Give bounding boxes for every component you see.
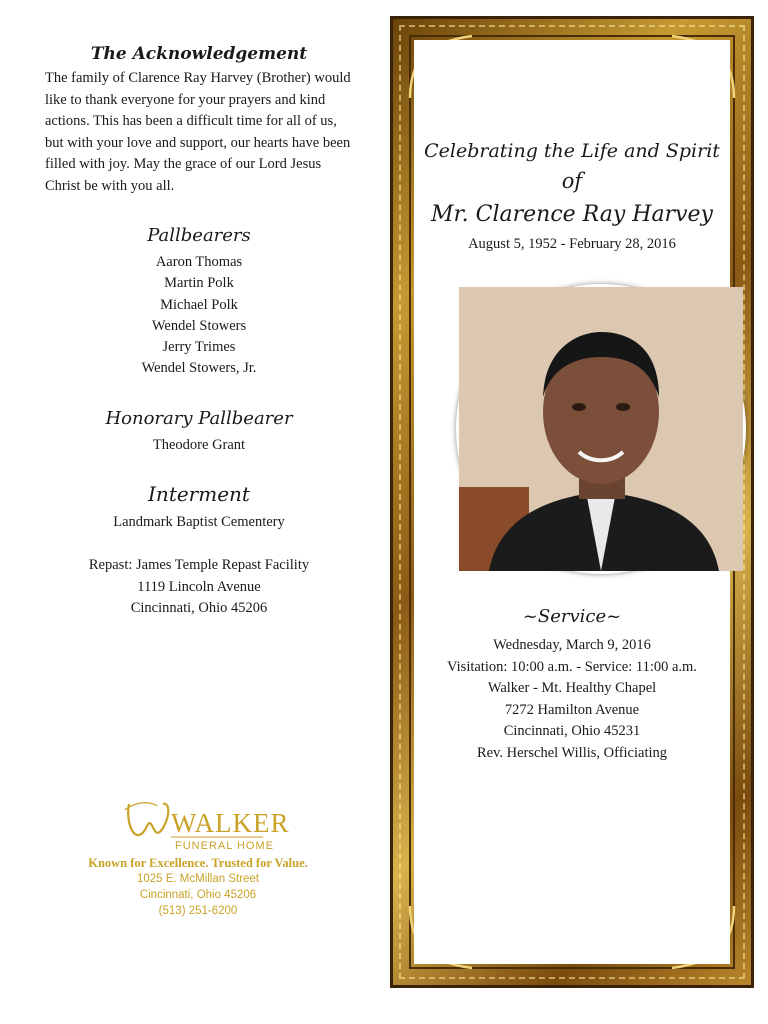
repast-info	[40, 555, 358, 619]
honorary-pallbearer-name: Theodore Grant	[152, 436, 246, 453]
service-city: Cincinnati, Ohio 45231	[503, 723, 641, 739]
pallbearer-name: Jerry Trimes	[162, 339, 236, 356]
cover-heading	[414, 136, 730, 253]
service-section	[414, 606, 730, 764]
portrait-image	[459, 287, 743, 571]
logo-main-text: WALKER	[171, 808, 290, 838]
walker-logo	[123, 796, 290, 854]
pallbearer-name: Martin Polk	[164, 275, 234, 292]
service-street: 7272 Hamilton Avenue	[504, 701, 640, 718]
pallbearer-name: Aaron Thomas	[155, 254, 243, 270]
life-dates: August 5, 1952 - February 28, 2016	[468, 236, 676, 252]
acknowledgement-title: The Acknowledgement	[90, 44, 308, 64]
portrait-photo	[456, 284, 746, 574]
celebrating-line: Celebrating the Life and Spirit	[424, 140, 720, 162]
service-date: Wednesday, March 9, 2016	[493, 637, 651, 653]
funeral-home-logo-block	[78, 796, 318, 919]
interment-title: Interment	[148, 482, 250, 507]
deceased-name: Mr. Clarence Ray Harvey	[431, 202, 713, 227]
service-title: ~Service~	[522, 606, 622, 627]
pallbearers-list	[40, 252, 358, 380]
cover-content	[414, 40, 730, 964]
service-times: Visitation: 10:00 a.m. - Service: 11:00 a.m.	[447, 658, 697, 675]
honorary-pallbearer-title: Honorary Pallbearer	[105, 407, 293, 429]
interment-place: Landmark Baptist Cementery	[113, 514, 285, 531]
service-chapel: Walker - Mt. Healthy Chapel	[487, 680, 657, 696]
acknowledgement-text: The family of Clarence Ray Harvey (Brother) would like to thank everyone for your prayers and kind actions. This has been a difficult time for all of us, but with your love and support, our hearts have been filled with joy. May the grace of our Lord Jesus Christ be with you all.	[45, 70, 351, 194]
logo-sub-text: FUNERAL HOME	[175, 840, 274, 852]
funeral-home-address-2: Cincinnati, Ohio 45206	[139, 889, 257, 901]
funeral-home-tagline: Known for Excellence. Trusted for Value.	[88, 856, 308, 870]
funeral-home-phone: (513) 251-6200	[158, 905, 238, 917]
pallbearer-name: Wendel Stowers	[151, 317, 247, 334]
pallbearers-title: Pallbearers	[147, 225, 251, 246]
service-details	[414, 635, 730, 764]
repast-city: Cincinnati, Ohio 45206	[130, 599, 268, 616]
pallbearer-name: Michael Polk	[160, 296, 238, 313]
funeral-home-address-1: 1025 E. McMillan Street	[136, 873, 260, 885]
pallbearer-name: Wendel Stowers, Jr.	[141, 360, 257, 377]
of-line: of	[561, 169, 583, 193]
repast-street: 1119 Lincoln Avenue	[137, 578, 261, 595]
repast-facility: Repast: James Temple Repast Facility	[88, 557, 310, 574]
cover-panel	[390, 16, 754, 988]
left-panel	[40, 44, 358, 619]
service-officiant: Rev. Herschel Willis, Officiating	[476, 744, 668, 761]
